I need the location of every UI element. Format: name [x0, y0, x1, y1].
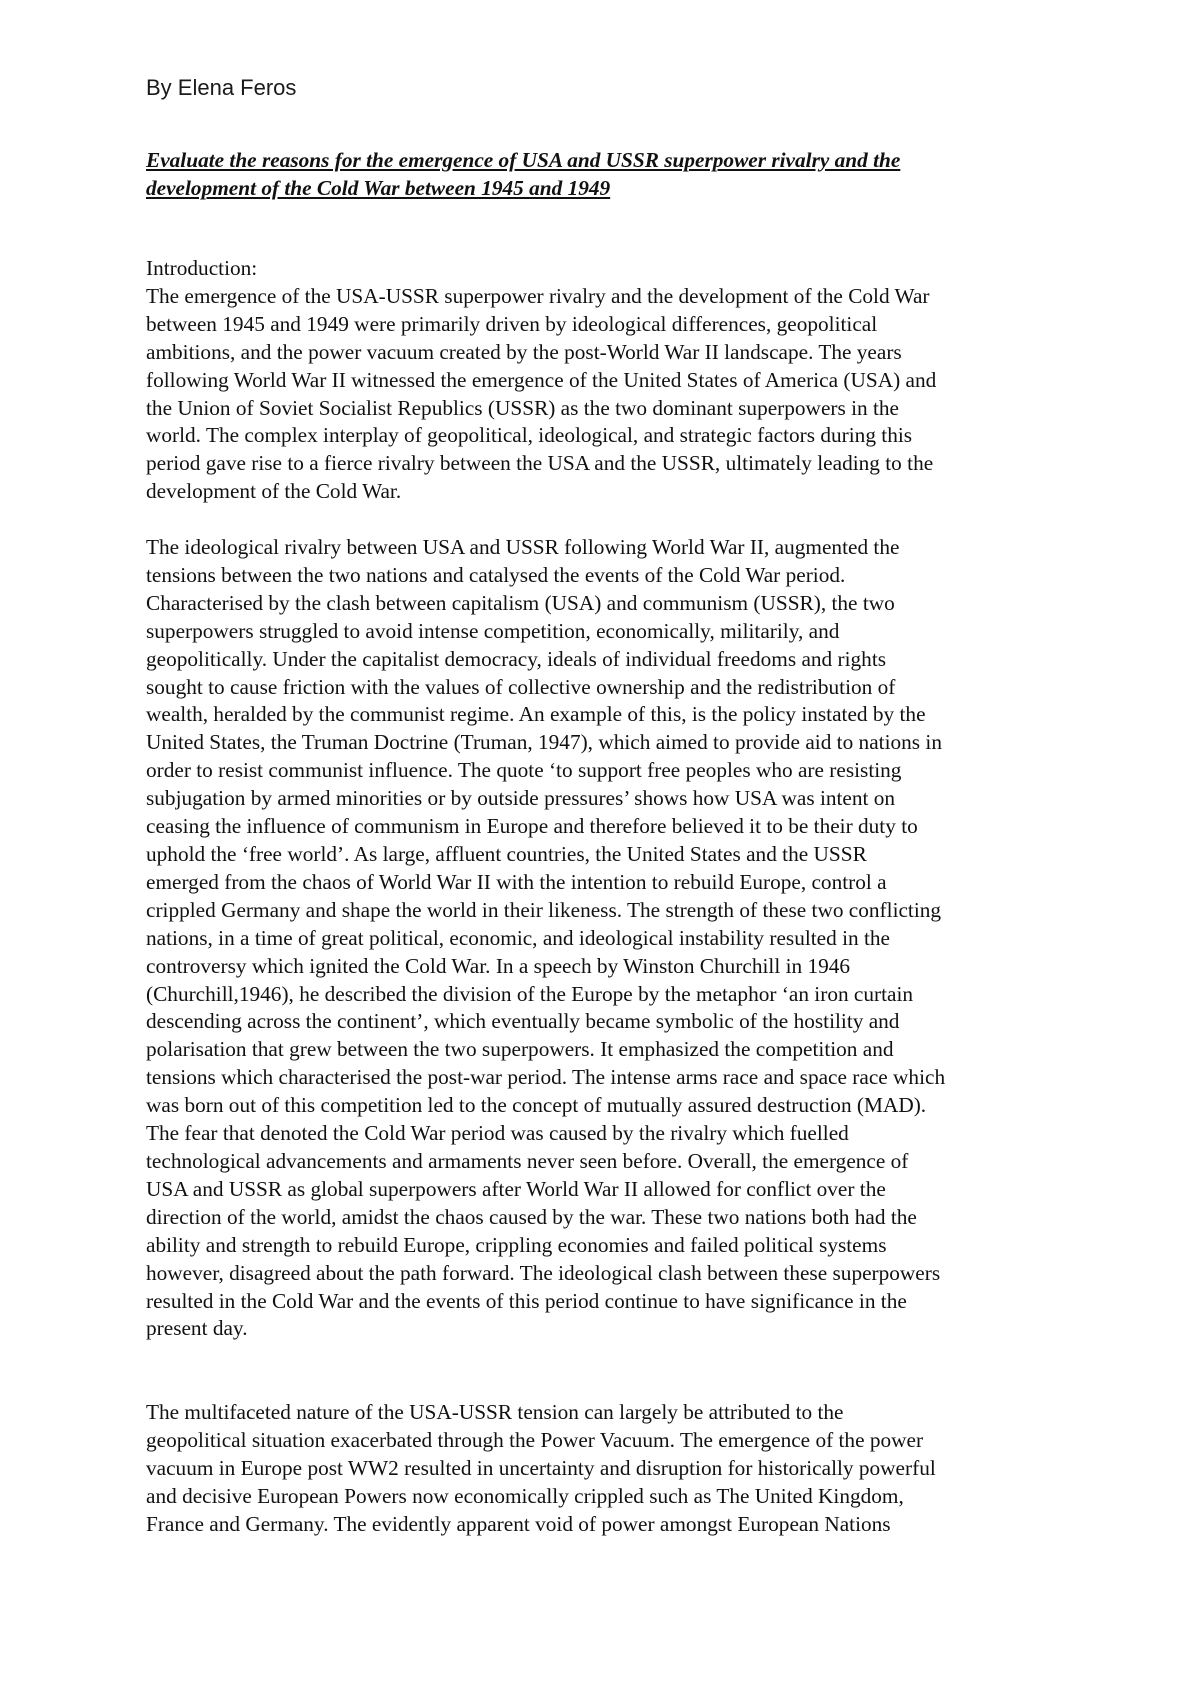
- paragraph-line: and decisive European Powers now economically crippled such as The United Kingdom,: [146, 1483, 904, 1508]
- paragraph-line: The fear that denoted the Cold War period was caused by the rivalry which fuelled: [146, 1121, 849, 1146]
- paragraph-line: emerged from the chaos of World War II with the intention to rebuild Europe, control a: [146, 869, 887, 894]
- paragraph-line: The ideological rivalry between USA and USSR following World War II, augmented the: [146, 535, 900, 560]
- paragraph-line: between 1945 and 1949 were primarily driven by ideological differences, geopolitical: [146, 311, 878, 336]
- paragraph-line: geopolitically. Under the capitalist democracy, ideals of individual freedoms and rights: [146, 646, 887, 671]
- paragraph-line: period gave rise to a fierce rivalry between the USA and the USSR, ultimately leading to the: [146, 451, 934, 476]
- paragraph-line: (Churchill,1946), he described the division of the Europe by the metaphor ‘an iron curtain: [146, 981, 914, 1006]
- paragraph-line: crippled Germany and shape the world in their likeness. The strength of these two conflicting: [146, 897, 942, 922]
- paragraph-line: technological advancements and armaments never seen before. Overall, the emergence of: [146, 1148, 909, 1173]
- paragraph-line: ambitions, and the power vacuum created by the post-World War II landscape. The years: [146, 339, 902, 364]
- paragraph-line: tensions which characterised the post-war period. The intense arms race and space race which: [146, 1065, 946, 1090]
- essay-body: [146, 255, 1086, 1539]
- paragraph-line: ability and strength to rebuild Europe, crippling economies and failed political systems: [146, 1232, 887, 1257]
- essay-title: [146, 146, 1066, 202]
- paragraph-line: uphold the ‘free world’. As large, affluent countries, the United States and the USSR: [146, 842, 867, 867]
- paragraph-line: sought to cause friction with the values of collective ownership and the redistribution of: [146, 674, 896, 699]
- paragraph-line: direction of the world, amidst the chaos caused by the war. These two nations both had the: [146, 1204, 917, 1229]
- paragraph-line: ceasing the influence of communism in Europe and therefore believed it to be their duty to: [146, 814, 918, 839]
- paragraph-line: following World War II witnessed the emergence of the United States of America (USA) and: [146, 367, 937, 392]
- paragraph-line: present day.: [146, 1316, 248, 1341]
- paragraph-line: vacuum in Europe post WW2 resulted in uncertainty and disruption for historically powerful: [146, 1455, 936, 1480]
- paragraph-line: USA and USSR as global superpowers after World War II allowed for conflict over the: [146, 1176, 886, 1201]
- paragraph-line: development of the Cold War.: [146, 479, 402, 504]
- author-line: By Elena Feros: [146, 75, 297, 100]
- paragraph-line: subjugation by armed minorities or by outside pressures’ shows how USA was intent on: [146, 786, 896, 811]
- paragraph-introduction: [146, 283, 1086, 506]
- paragraph-line: however, disagreed about the path forward. The ideological clash between these superpowers: [146, 1260, 941, 1285]
- title-line: development of the Cold War between 1945 and 1949: [146, 176, 611, 200]
- paragraph-line: France and Germany. The evidently apparent void of power amongst European Nations: [146, 1511, 891, 1536]
- paragraph-line: nations, in a time of great political, economic, and ideological instability resulted in the: [146, 925, 891, 950]
- paragraph-line: wealth, heralded by the communist regime. An example of this, is the policy instated by the: [146, 702, 926, 727]
- paragraph-line: the Union of Soviet Socialist Republics (USSR) as the two dominant superpowers in the: [146, 395, 900, 420]
- paragraph-line: world. The complex interplay of geopolitical, ideological, and strategic factors during this: [146, 423, 913, 448]
- paragraph-line: controversy which ignited the Cold War. In a speech by Winston Churchill in 1946: [146, 953, 851, 978]
- paragraph-line: The emergence of the USA-USSR superpower rivalry and the development of the Cold War: [146, 283, 930, 308]
- paragraph-line: geopolitical situation exacerbated through the Power Vacuum. The emergence of the power: [146, 1428, 924, 1453]
- intro-heading: Introduction:: [146, 256, 258, 280]
- title-line: Evaluate the reasons for the emergence of USA and USSR superpower rivalry and the: [146, 148, 901, 172]
- paragraph-line: order to resist communist influence. The quote ‘to support free peoples who are resisting: [146, 758, 902, 783]
- paragraph-line: descending across the continent’, which eventually became symbolic of the hostility and: [146, 1009, 900, 1034]
- paragraph-power-vacuum: [146, 1399, 1086, 1539]
- paragraph-line: was born out of this competition led to the concept of mutually assured destruction (MAD).: [146, 1093, 927, 1118]
- paragraph-ideological-rivalry: [146, 534, 1086, 1343]
- paragraph-line: tensions between the two nations and catalysed the events of the Cold War period.: [146, 562, 846, 587]
- paragraph-line: Characterised by the clash between capitalism (USA) and communism (USSR), the two: [146, 590, 895, 615]
- paragraph-line: The multifaceted nature of the USA-USSR tension can largely be attributed to the: [146, 1400, 844, 1425]
- paragraph-line: superpowers struggled to avoid intense competition, economically, militarily, and: [146, 618, 840, 643]
- paragraph-line: resulted in the Cold War and the events of this period continue to have significance in the: [146, 1288, 907, 1313]
- paragraph-line: polarisation that grew between the two superpowers. It emphasized the competition and: [146, 1037, 894, 1062]
- paragraph-line: United States, the Truman Doctrine (Truman, 1947), which aimed to provide aid to nations in: [146, 730, 942, 755]
